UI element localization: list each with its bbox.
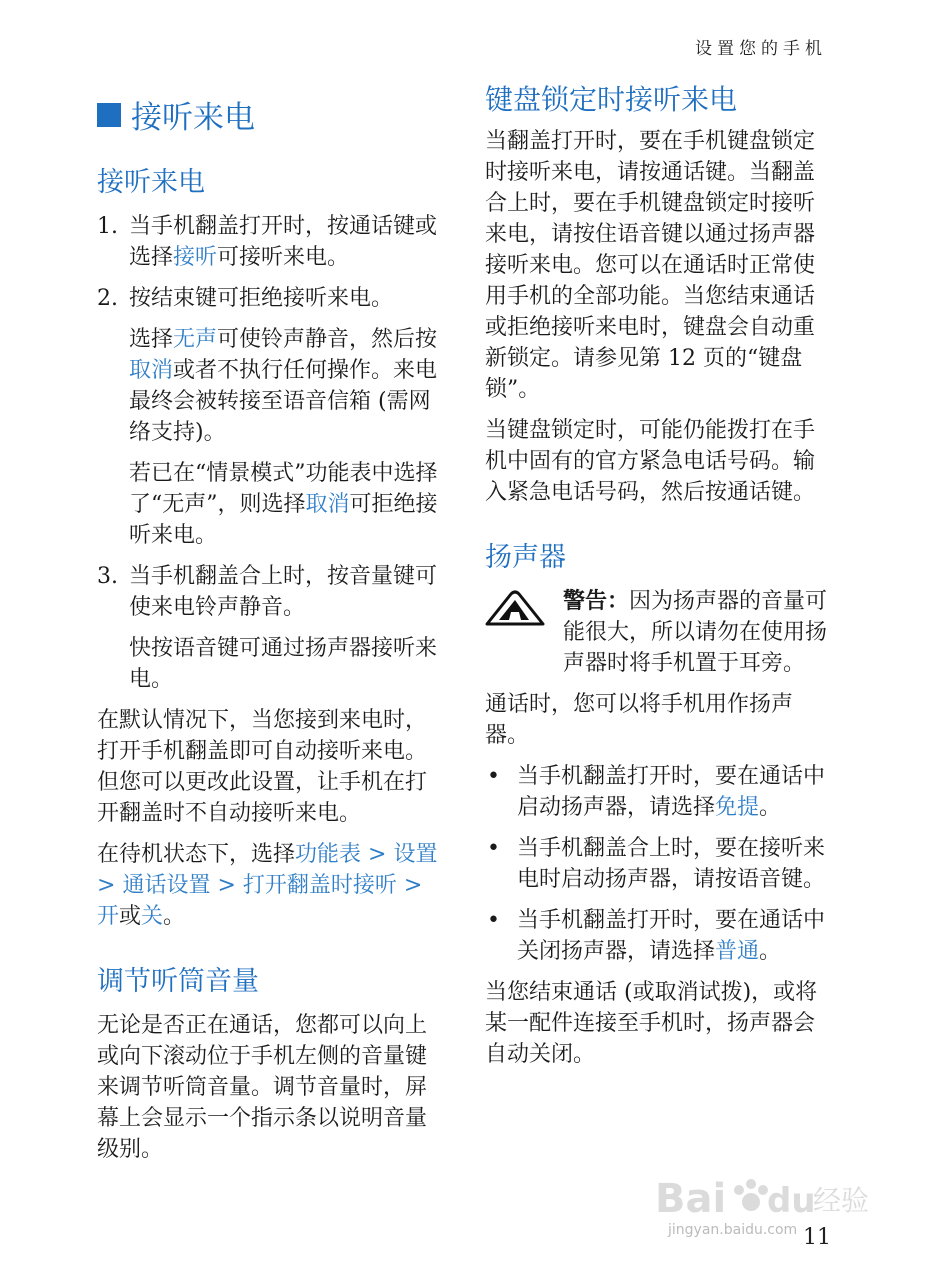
left-column bbox=[97, 82, 442, 1175]
paragraph: 无论是否正在通话，您都可以向上或向下滚动位于手机左侧的音量键来调节听筒音量。调节音量时，屏幕上会显示一个指示条以说明音量级别。 bbox=[97, 1013, 428, 1162]
right-column bbox=[485, 82, 830, 1080]
watermark-cn: 经验 bbox=[813, 1184, 870, 1217]
warning-block bbox=[485, 586, 830, 679]
paragraph: 通话时，您可以将手机用作扬声器。 bbox=[485, 692, 794, 748]
paragraph: 当键盘锁定时，可能仍能拨打在手机中固有的官方紧急电话号码。输入紧急电话号码，然后按通话键。 bbox=[485, 418, 816, 505]
list-item bbox=[485, 761, 830, 823]
paragraph: 在默认情况下，当您接到来电时，打开手机翻盖即可自动接听来电。但您可以更改此设置，让手机在打开翻盖时不自动接听来电。 bbox=[97, 708, 428, 826]
list-number: 2. bbox=[97, 286, 118, 311]
bullet: • bbox=[487, 836, 500, 861]
warning-text: 警告：因为扬声器的音量可能很大，所以请勿在使用扬声器时将手机置于耳旁。 bbox=[563, 588, 828, 676]
list-text: 按结束键可拒绝接听来电。 bbox=[129, 286, 394, 311]
list-text: 当手机翻盖打开时，要在通话中关闭扬声器，请选择普通。 bbox=[517, 908, 826, 964]
list-number: 1. bbox=[97, 214, 118, 239]
section-title-earpiece-volume: 调节听筒音量 bbox=[97, 966, 259, 997]
list-subparagraph: 快按语音键可通过扬声器接听来电。 bbox=[129, 636, 438, 692]
bullet: • bbox=[487, 908, 500, 933]
bullet: • bbox=[487, 764, 500, 789]
list-subparagraph: 选择无声可使铃声静音，然后按取消或者不执行任何操作。来电最终会被转接至语音信箱 (需网络支持)。 bbox=[129, 327, 438, 445]
menu-term-silent: 无声 bbox=[173, 327, 218, 352]
list-number: 3. bbox=[97, 564, 118, 589]
list-item bbox=[485, 905, 830, 967]
section-title-keyguard-answer: 键盘锁定时接听来电 bbox=[485, 83, 738, 116]
menu-term-cancel: 取消 bbox=[129, 358, 174, 383]
warning-icon bbox=[485, 586, 563, 679]
list-subparagraph: 若已在“情景模式”功能表中选择了“无声”，则选择取消可拒绝接听来电。 bbox=[129, 461, 438, 548]
watermark-url: jingyan.baidu.com bbox=[668, 1222, 798, 1238]
menu-term-normal: 普通 bbox=[715, 939, 760, 964]
menu-term-loudspeaker: 免提 bbox=[715, 795, 760, 820]
paragraph: 当您结束通话 (或取消试拨)，或将某一配件连接至手机时，扬声器会自动关闭。 bbox=[485, 980, 818, 1067]
list-item bbox=[97, 283, 442, 314]
list-text: 当手机翻盖打开时，按通话键或选择接听可接听来电。 bbox=[129, 214, 438, 270]
section-title-answer-call: 接听来电 bbox=[97, 167, 205, 198]
list-item bbox=[97, 211, 442, 273]
list-text: 当手机翻盖合上时，按音量键可使来电铃声静音。 bbox=[129, 564, 438, 620]
list-item bbox=[485, 833, 830, 895]
running-header: 设置您的手机 bbox=[695, 39, 827, 59]
chapter-square-icon bbox=[97, 103, 121, 127]
page-number: 11 bbox=[803, 1225, 831, 1250]
watermark-brand: Bai bbox=[655, 1176, 727, 1222]
menu-term-cancel: 取消 bbox=[305, 492, 350, 517]
list-text: 当手机翻盖合上时，要在接听来电时启动扬声器，请按语音键。 bbox=[517, 836, 826, 892]
section-title-loudspeaker: 扬声器 bbox=[485, 542, 566, 573]
warning-label: 警告： bbox=[563, 588, 630, 614]
chapter-title-text: 接听来电 bbox=[131, 100, 255, 136]
list-item bbox=[97, 561, 442, 623]
baidu-watermark-logo bbox=[655, 1160, 875, 1230]
paragraph: 当翻盖打开时，要在手机键盘锁定时接听来电，请按通话键。当翻盖合上时，要在手机键盘锁定时接听来电，请按住语音键以通过扬声器接听来电。您可以在通话时正常使用手机的全部功能。当您结束通话或拒绝接听来电时，键盘会自动重新锁定。请参见第 12 页的“键盘锁”。 bbox=[485, 129, 816, 402]
list-text: 当手机翻盖打开时，要在通话中启动扬声器，请选择免提。 bbox=[517, 764, 826, 820]
menu-term-answer: 接听 bbox=[173, 245, 218, 270]
watermark-du: du bbox=[767, 1181, 816, 1221]
chapter-title bbox=[97, 92, 442, 137]
paragraph-menu-path: 在待机状态下，选择功能表 > 设置 > 通话设置 > 打开翻盖时接听 > 开或关。 bbox=[97, 842, 438, 929]
